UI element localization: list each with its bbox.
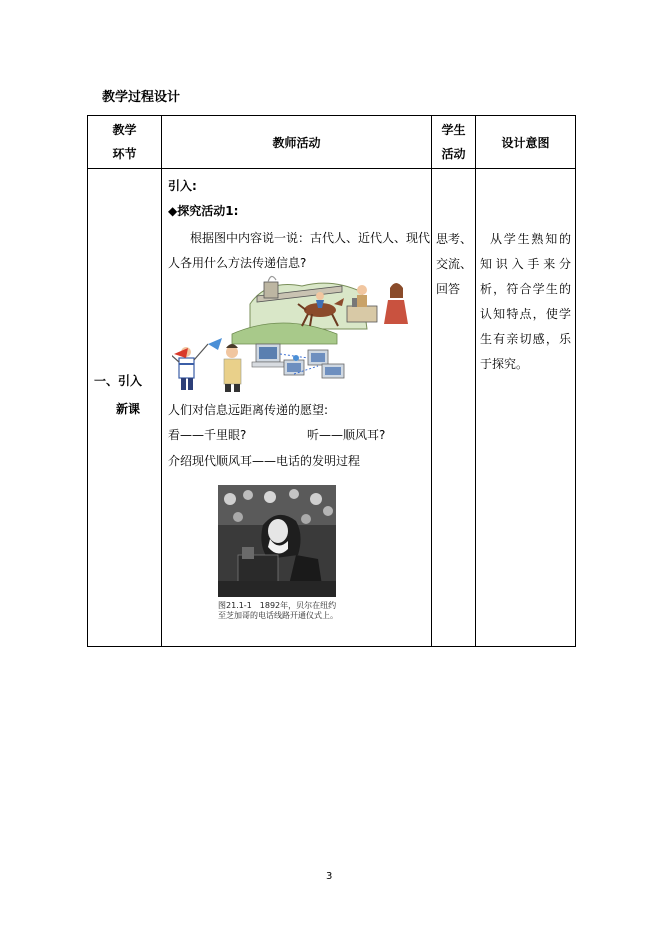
hear-text: 听——顺风耳?	[307, 428, 386, 442]
section-heading: 教学过程设计	[102, 90, 181, 105]
question-line1: 根据图中内容说一说：古代人、近代人、现代	[190, 231, 431, 245]
stage-label-line1: 一、引入	[94, 374, 143, 388]
design-intent-text: 从学生熟知的知识入手来分析，符合学生的认知特点，使学生有亲切感，乐于探究。	[480, 232, 571, 371]
lesson-plan-table	[87, 115, 576, 647]
design-intent-cell	[476, 169, 576, 647]
header-intent: 设计意图	[476, 116, 576, 169]
student-activity-line: 交流、	[436, 257, 473, 271]
see-text: 看——千里眼?	[168, 428, 247, 442]
header-stage	[88, 116, 162, 169]
activity-label: ◆探究活动1:	[168, 204, 239, 218]
header-student-line2: 活动	[441, 147, 466, 161]
student-activity-line: 回答	[436, 282, 461, 296]
teacher-activity-cell	[162, 169, 432, 647]
phone-intro-text: 介绍现代顺风耳——电话的发明过程	[168, 454, 361, 468]
student-activity-cell	[432, 169, 476, 647]
communication-history-illustration	[172, 274, 422, 392]
student-activity-line: 思考、	[436, 232, 473, 246]
header-teacher: 教师活动	[162, 116, 432, 169]
wish-text: 人们对信息远距离传递的愿望:	[168, 403, 329, 417]
bell-telephone-photo	[218, 485, 336, 597]
stage-label-line2: 新课	[116, 402, 141, 416]
photo-caption: 图21.1-1 1892年，贝尔在纽约至芝加哥的电话线路开通仪式上。	[218, 601, 338, 620]
header-student	[432, 116, 476, 169]
question-line2: 人各用什么方法传递信息?	[168, 256, 307, 270]
header-stage-line2: 环节	[112, 147, 137, 161]
intro-label: 引入:	[168, 179, 197, 193]
page-number: 3	[326, 871, 333, 882]
header-stage-line1: 教学	[112, 123, 137, 137]
header-student-line1: 学生	[441, 123, 466, 137]
stage-cell	[88, 169, 162, 647]
